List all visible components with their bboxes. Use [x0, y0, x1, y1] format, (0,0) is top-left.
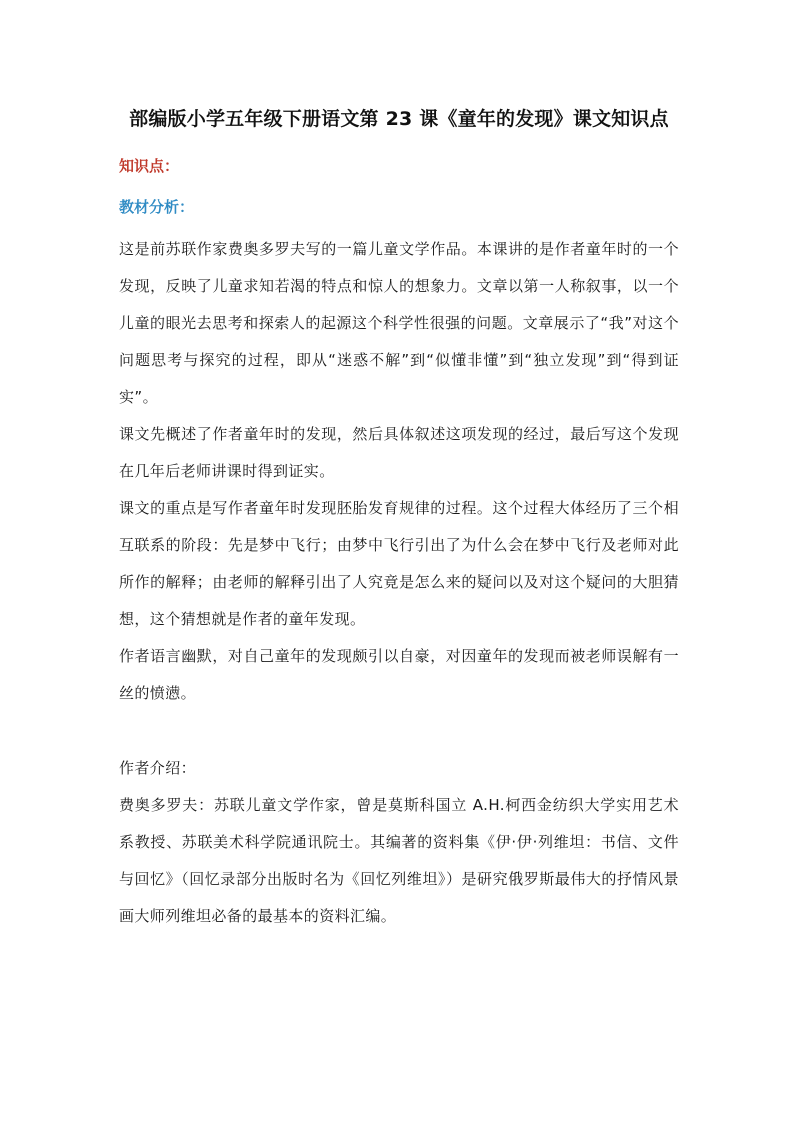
document-content [119, 100, 679, 935]
paragraph-summary: 课文先概述了作者童年时的发现，然后具体叙述这项发现的经过，最后写这个发现在几年后老师讲课时得到证实。 [119, 425, 679, 480]
author-heading: 作者介绍： [119, 759, 197, 777]
paragraph-language: 作者语言幽默，对自己童年的发现颇引以自豪，对因童年的发现而被老师误解有一丝的愤懑。 [119, 647, 679, 702]
author-paragraph: 费奥多罗夫：苏联儿童文学作家，曾是莫斯科国立 A.H.柯西金纺织大学实用艺术系教授、苏联美术科学院通讯院士。其编著的资料集《伊·伊·列维坦：书信、文件与回忆》（回忆录部分出版时名为《回忆列维坦》）是研究俄罗斯最伟大的抒情风景画大师列维坦必备的最基本的资料汇编。 [119, 796, 679, 925]
paragraph-intro: 这是前苏联作家费奥多罗夫写的一篇儿童文学作品。本课讲的是作者童年时的一个发现，反映了儿童求知若渴的特点和惊人的想象力。文章以第一人称叙事，以一个儿童的眼光去思考和探索人的起源这个科学性很强的问题。文章展示了“我”对这个问题思考与探究的过程，即从“迷惑不解”到“似懂非懂”到“独立发现”到“得到证实”。 [119, 240, 679, 406]
knowledge-heading: 知识点： [119, 157, 180, 175]
analysis-heading: 教材分析： [119, 198, 195, 216]
page-title: 部编版小学五年级下册语文第 23 课《童年的发现》课文知识点 [129, 108, 669, 130]
paragraph-focus: 课文的重点是写作者童年时发现胚胎发育规律的过程。这个过程大体经历了三个相互联系的阶段：先是梦中飞行；由梦中飞行引出了为什么会在梦中飞行及老师对此所作的解释；由老师的解释引出了人究竟是怎么来的疑问以及对这个疑问的大胆猜想，这个猜想就是作者的童年发现。 [119, 499, 679, 628]
section-spacer [119, 712, 679, 750]
